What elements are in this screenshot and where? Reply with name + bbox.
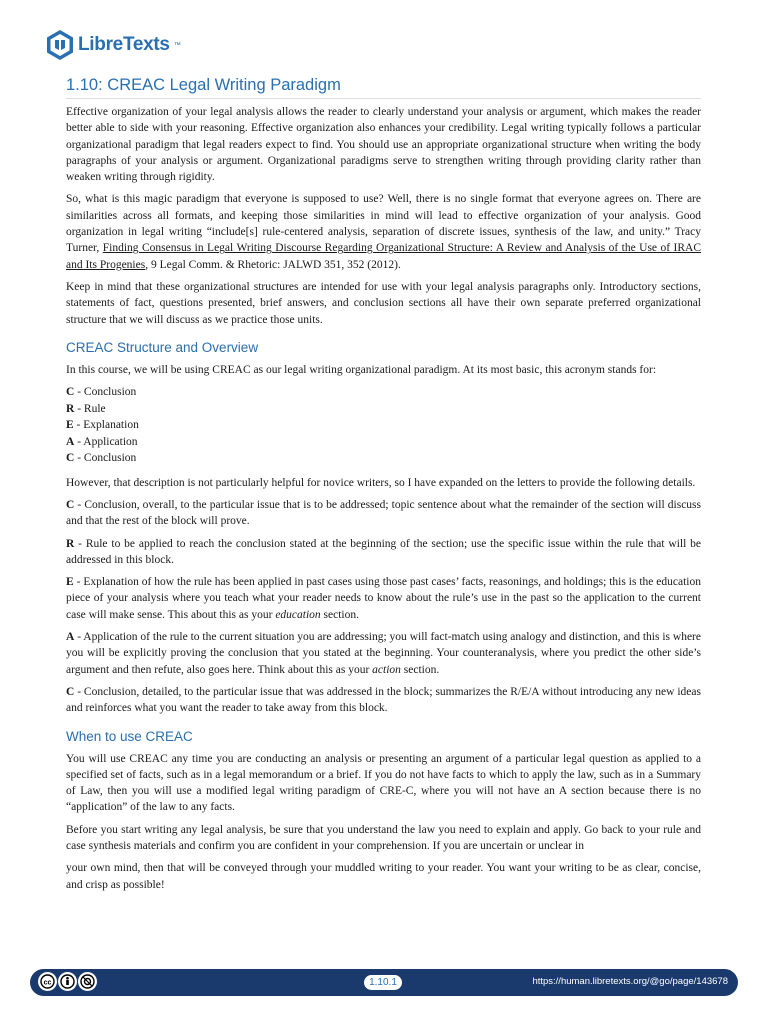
brand-name: LibreTexts — [78, 34, 170, 55]
when-paragraph-2: Before you start writing any legal analysis, be sure that you understand the law you need to explain and apply. Go back to your rule and case synthesis materials and confirm you are confident in your comprehension. If you are uncertain or unclear in — [66, 823, 701, 852]
detail-explanation — [66, 574, 701, 623]
paragraph-magic-paradigm — [66, 191, 701, 272]
detail-text: - Application of the rule to the current situation you are addressing; you will fact-match using analogy and distinction, and this is where you will be explicitly proving the conclusion that you stated at the beginning. Your counteranalysis, where you predict the other side’s argument and then refute, also goes here. Think about this as your — [66, 631, 701, 676]
detail-conclusion-overall — [66, 497, 701, 530]
page-footer — [30, 969, 738, 996]
detail-text: - Conclusion, overall, to the particular issue that is to be addressed; topic sentence about what the remainder of the section will discuss and that the rest of the block will prove. — [66, 498, 701, 528]
nc-icon — [78, 972, 97, 991]
list-item — [66, 417, 701, 434]
page-number: 1.10.1 — [364, 975, 402, 990]
when-paragraph-3: your own mind, then that will be conveyed through your muddled writing to your reader. You want your writing to be as clear, concise, and crisp as possible! — [66, 862, 701, 891]
acronym-letter: A — [66, 435, 75, 448]
cc-icon — [38, 972, 57, 991]
section-heading-structure: CREAC Structure and Overview — [66, 339, 259, 355]
paragraph-keep-in-mind: Keep in mind that these organizational structures are intended for use with your legal analysis paragraphs only. Introductory sections, statements of fact, questions presented, brief answers, and conclusion sections all have their own separate preferred organizational structure that we will discuss as we practice those units. — [66, 280, 701, 326]
section-lead: In this course, we will be using CREAC as our legal writing organizational paradigm. At its most basic, this acronym stands for: — [66, 363, 657, 376]
list-item — [66, 434, 701, 451]
list-item — [66, 401, 701, 418]
citation-link[interactable]: Finding Consensus in Legal Writing Discourse Regarding Organizational Structure: A Review and Analysis of the Use of IRAC and Its Progenies — [66, 242, 701, 271]
acronym-list — [66, 384, 701, 467]
detail-text: - Rule to be applied to reach the conclusion stated at the beginning of the section; use the specific issue within the rule that will be addressed in this block. — [66, 537, 701, 566]
detail-tail: section. — [400, 663, 440, 676]
main-content — [66, 76, 701, 899]
acronym-meaning: - Conclusion — [74, 452, 137, 465]
detail-letter: C — [66, 685, 75, 698]
detail-text: - Conclusion, detailed, to the particular issue that was addressed in the block; summarizes the R/E/A without introducing any new ideas and reinforces what you want the reader to take away from this block. — [66, 685, 701, 715]
detail-application — [66, 629, 701, 678]
expanded-intro: However, that description is not particularly helpful for novice writers, so I have expanded on the letters to provide the following details. — [66, 476, 696, 489]
citation-tail: , 9 Legal Comm. & Rhetoric: JALWD 351, 352 (2012). — [145, 258, 401, 271]
acronym-meaning: - Explanation — [73, 419, 139, 432]
detail-emphasis: education — [275, 608, 321, 621]
detail-conclusion-detailed — [66, 684, 701, 717]
svg-text:cc: cc — [43, 979, 52, 987]
libretexts-logo-icon — [46, 29, 74, 61]
detail-emphasis: action — [372, 663, 401, 676]
brand-trademark: ™ — [173, 41, 181, 49]
detail-letter: E — [66, 576, 74, 589]
libretexts-logo[interactable] — [46, 28, 181, 62]
page-title: 1.10: CREAC Legal Writing Paradigm — [66, 76, 701, 99]
section-heading-when: When to use CREAC — [66, 728, 193, 744]
detail-rule — [66, 536, 701, 569]
detail-letter: A — [66, 631, 75, 644]
acronym-meaning: - Conclusion — [74, 386, 137, 399]
acronym-letter: C — [66, 452, 75, 465]
by-icon — [58, 972, 77, 991]
page-url[interactable]: https://human.libretexts.org/@go/page/143678 — [532, 976, 728, 987]
license-badge[interactable] — [38, 972, 97, 993]
acronym-meaning: - Rule — [74, 402, 106, 415]
acronym-letter: R — [66, 402, 75, 415]
detail-letter: C — [66, 498, 75, 511]
acronym-letter: C — [66, 386, 75, 399]
detail-text: - Explanation of how the rule has been applied in past cases using those past cases’ facts, reasonings, and holdings; this is the education piece of your analysis where you teach what your reader needs to know about the rule’s use in the past so the application to the current case will make sense. This about this as your — [66, 576, 701, 621]
list-item — [66, 450, 701, 467]
when-paragraph-1: You will use CREAC any time you are conducting an analysis or presenting an argument of a particular legal question as applied to a specified set of facts, such as in a legal memorandum or a brief. If you do not have facts to which to apply the law, such as in a Summary of Law, then you will use a modified legal writing paradigm of CRE-C, where you will not have an A section because there is no “application” of the law to any facts. — [66, 752, 701, 814]
detail-tail: section. — [320, 608, 359, 621]
detail-letter: R — [66, 537, 75, 550]
list-item — [66, 384, 701, 401]
paragraph-text: So, what is this magic paradigm that everyone is supposed to use? Well, there is no single format that everyone agrees on. There are similarities across all formats, and keeping those similarities in mind will lead to effective organization of your analysis. Good organization in legal writing “include[s] rule-centered analysis, separation of discrete issues, synthesis of the law, and unity.” Tracy Turner, — [66, 193, 701, 255]
acronym-meaning: - Application — [74, 435, 138, 448]
acronym-letter: E — [66, 419, 74, 432]
intro-paragraph: Effective organization of your legal analysis allows the reader to clearly understand your analysis or argument, which makes the reader better able to side with your reasoning. Effective organization also enhances your credibility. Legal writing typically follows a particular organizational paradigm that legal readers expect to find. You should use an appropriate organizational structure when writing the body paragraphs of your analysis or argument. Organizational paradigms serve to strengthen writing through providing clarity rather than weaken writing through rigidity. — [66, 106, 701, 184]
